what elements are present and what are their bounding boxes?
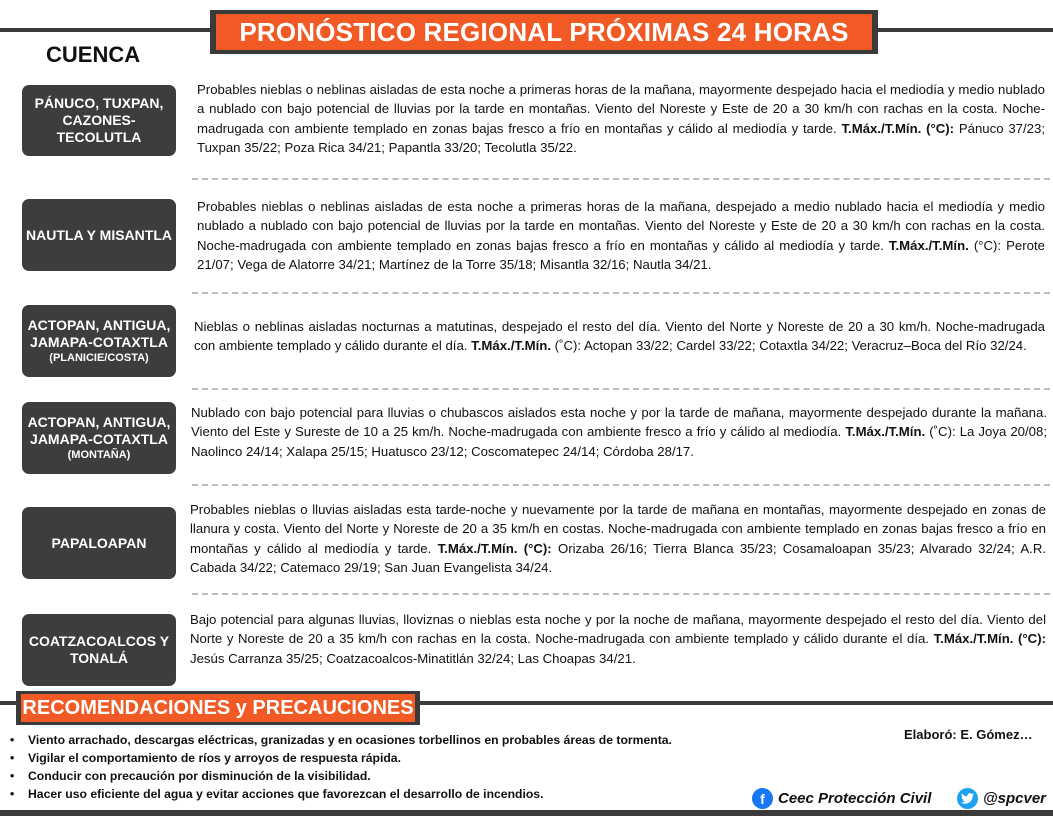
region-forecast-coatzacoalcos bbox=[190, 610, 1046, 668]
temp-label: T.Máx./T.Mín. bbox=[888, 237, 969, 253]
region-name: ACTOPAN, ANTIGUA, JAMAPA-COTAXTLA bbox=[27, 414, 171, 447]
recommendation-item: • Hacer uso eficiente del agua y evitar acciones que favorezcan el desarrollo de incendios. bbox=[8, 785, 672, 803]
region-name: COATZACOALCOS Y TONALÁ bbox=[28, 633, 170, 666]
forecast-text: Nublado con bajo potencial para lluvias o chubascos aislados esta noche y por la tarde de mañana, mayormente despejado durante la mañana. Viento del Este y Sureste de 10 a 25 km/h. Noche-madrugada con ambiente fresco a frío y cálido al mediodía. bbox=[191, 405, 1047, 440]
forecast-text: Bajo potencial para algunas lluvias, lloviznas o nieblas esta noche y por la noche de mañana, mayormente despejado el resto del día. Viento del Norte y Noreste de 20 a 35 km/h con rachas en la costa. Noche-madrugada con ambiente templado y cálido durante el día. bbox=[190, 612, 1046, 647]
region-name: NAUTLA Y MISANTLA bbox=[26, 226, 172, 243]
region-subtitle: (PLANICIE/COSTA) bbox=[49, 352, 149, 364]
facebook-icon: f bbox=[752, 788, 773, 809]
forecast-text: Nieblas o neblinas aisladas nocturnas a matutinas, despejado el resto del día. Viento del Norte y Noreste de 20 a 30 km/h. Noche-madrugada con ambiente templado y cálido durante el día. bbox=[194, 319, 1045, 354]
temp-values: (˚C): La Joya 20/08; Naolinco 24/14; Xalapa 25/15; Huatusco 23/12; Coscomatepec 24/14; Córdoba 28/17. bbox=[191, 424, 1048, 459]
region-forecast-panuco bbox=[197, 80, 1045, 157]
basin-heading: CUENCA bbox=[46, 42, 141, 67]
temp-label: T.Máx./T.Mín. bbox=[845, 424, 926, 440]
temp-label: T.Máx./T.Mín. (°C): bbox=[933, 631, 1046, 647]
temp-values: Jesús Carranza 35/25; Coatzacoalcos-Minatitlán 32/24; Las Choapas 34/21. bbox=[190, 650, 636, 666]
region-label-actopan-planicie bbox=[22, 305, 176, 377]
twitter-link[interactable] bbox=[957, 788, 1046, 809]
section-divider bbox=[192, 484, 1050, 486]
region-label-nautla bbox=[22, 199, 176, 271]
footer-rule bbox=[0, 810, 1053, 816]
author-credit: Elaboró: E. Gómez… bbox=[904, 727, 1033, 742]
section-divider bbox=[192, 593, 1050, 595]
region-label-actopan-montana bbox=[22, 402, 176, 474]
twitter-label: @spcver bbox=[983, 790, 1046, 807]
section-divider bbox=[192, 388, 1050, 390]
region-forecast-papaloapan bbox=[190, 500, 1046, 577]
recommendation-item: • Viento arrachado, descargas eléctricas, granizadas y en ocasiones torbellinos en probables áreas de tormenta. bbox=[8, 731, 672, 749]
page-title: PRONÓSTICO REGIONAL PRÓXIMAS 24 HORAS bbox=[216, 14, 872, 50]
forecast-text: Probables nieblas o neblinas aisladas de esta noche a primeras horas de la mañana, mayormente despejado hacia el mediodía y medio nublado a nublado con bajo potencial de lluvias por la tarde en montañas. Viento del Noreste y Este de 20 a 30 km/h con rachas en la costa. Noche-madrugada con ambiente templado en zonas bajas fresco a frío en montañas y cálido al mediodía y tarde. bbox=[197, 82, 1045, 136]
region-name: PÁNUCO, TUXPAN, CAZONES-TECOLUTLA bbox=[34, 95, 164, 145]
section-divider bbox=[192, 292, 1050, 294]
recommendation-item: • Vigilar el comportamiento de ríos y arroyos de respuesta rápida. bbox=[8, 749, 672, 767]
temp-values: (°C): Perote 21/07; Vega de Alatorre 34/21; Martínez de la Torre 35/18; Misantla 32/16; Nautla 34/21. bbox=[197, 237, 1045, 272]
temp-values: Orizaba 26/16; Tierra Blanca 35/23; Cosamaloapan 35/23; Alvarado 32/24; A.R. Cabada 34/22; Catemaco 29/19; San Juan Evangelista 34/24. bbox=[190, 540, 1047, 575]
forecast-text: Probables nieblas o lluvias aisladas esta tarde-noche y nuevamente por la tarde de mañana en montañas, mayormente despejado en zonas de llanura y costa. Viento del Norte y Noreste de 20 a 35 km/h en costas. Noche-madrugada con ambiente templado en zonas bajas fresco a frío en montañas y cálido al mediodía y tarde. bbox=[190, 502, 1046, 556]
region-label-panuco bbox=[22, 85, 176, 156]
forecast-text: Probables nieblas o neblinas aisladas de esta noche a primeras horas de la mañana, despejado a medio nublado hacia el mediodía y medio nublado a nublado con bajo potencial de lluvias por la tarde en montañas. Viento del Noreste y Este de 20 a 30 km/h con rachas en la costa. Noche-madrugada con ambiente templado en zonas bajas fresco a frío en montañas y cálido al mediodía y tarde. bbox=[197, 199, 1045, 253]
facebook-link[interactable] bbox=[752, 788, 931, 809]
region-label-coatzacoalcos bbox=[22, 614, 176, 686]
region-forecast-nautla bbox=[197, 197, 1045, 274]
region-forecast-actopan-montana bbox=[191, 403, 1047, 461]
region-subtitle: (MONTAÑA) bbox=[67, 449, 131, 461]
recommendations-list bbox=[8, 731, 672, 803]
temp-label: T.Máx./T.Mín. (°C): bbox=[437, 540, 552, 556]
region-name: PAPALOAPAN bbox=[51, 534, 147, 551]
temp-label: T.Máx./T.Mín. (°C): bbox=[841, 120, 955, 136]
temp-values: (˚C): Actopan 33/22; Cardel 33/22; Cotaxtla 34/22; Veracruz–Boca del Río 32/24. bbox=[554, 338, 1027, 354]
twitter-icon bbox=[957, 788, 978, 809]
facebook-label: Ceec Protección Civil bbox=[778, 790, 932, 807]
temp-label: T.Máx./T.Mín. bbox=[471, 338, 551, 354]
recommendations-title: RECOMENDACIONES y PRECAUCIONES bbox=[21, 694, 415, 722]
temp-values: Pánuco 37/23; Tuxpan 35/22; Poza Rica 34/21; Papantla 33/20; Tecolutla 35/22. bbox=[197, 120, 1046, 155]
region-label-papaloapan bbox=[22, 507, 176, 579]
region-name: ACTOPAN, ANTIGUA, JAMAPA-COTAXTLA bbox=[27, 317, 171, 350]
section-divider bbox=[192, 178, 1050, 180]
recommendation-item: • Conducir con precaución por disminución de la visibilidad. bbox=[8, 767, 672, 785]
region-forecast-actopan-planicie bbox=[194, 317, 1045, 356]
